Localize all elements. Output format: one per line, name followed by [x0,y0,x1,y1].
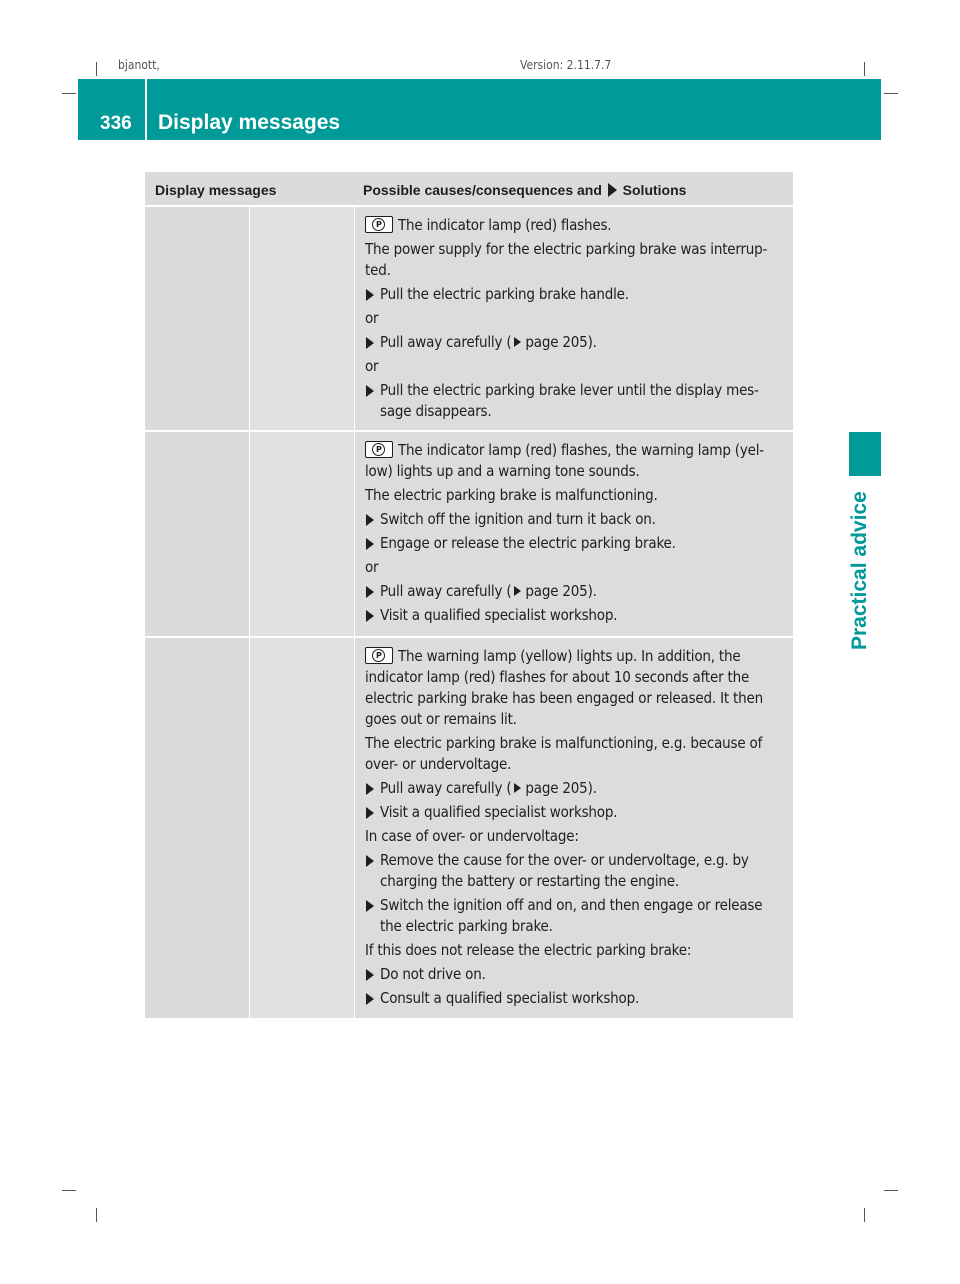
table-row [145,636,793,1018]
action-step: Consult a qualified specialist workshop. [365,988,785,1009]
intro-text-content: The indicator lamp (red) flashes, the warning lamp (yel-low) lights up and a warning tone sounds. [365,441,764,480]
crop-mark [864,62,865,76]
table-row [145,430,793,636]
crop-mark [96,1208,97,1222]
column-header-solutions-text: Solutions [622,182,687,198]
parking-brake-symbol-icon: P [365,441,393,458]
action-step: Engage or release the electric parking brake. [365,533,785,554]
parking-brake-symbol-icon: P [365,647,393,664]
action-step: Pull the electric parking brake handle. [365,284,785,305]
condition-text: If this does not release the electric parking brake: [365,941,692,959]
page-reference-link[interactable]: page 205 [525,582,588,600]
crop-mark [884,1190,898,1191]
display-symbol-cell [145,638,249,1018]
action-step: Switch off the ignition and turn it back on. [365,509,785,530]
step-text: Pull away carefully ( [380,582,512,600]
intro-text-content: The warning lamp (yellow) lights up. In addition, the indicator lamp (red) flashes for about 10 seconds after the electric parking brake has been engaged or released. It then goes out or remains lit. [365,647,763,728]
display-text-cell [249,207,355,430]
display-messages-table [145,172,793,1018]
action-step: Do not drive on. [365,964,785,985]
causes-cell [355,207,793,430]
cause-text: The electric parking brake is malfunctioning, e.g. because of over- or undervoltage. [365,734,763,773]
step-text: Pull away carefully ( [380,333,512,351]
intro-text [365,440,785,482]
action-step: Visit a qualified specialist workshop. [365,605,785,626]
section-tab [849,432,881,476]
causes-cell [355,638,793,1018]
print-slug-left: bjanott, [118,58,160,72]
action-step: Visit a qualified specialist workshop. [365,802,785,823]
page-reference-link[interactable]: page 205 [525,333,588,351]
parking-brake-symbol-icon: P [365,216,393,233]
crop-mark [864,1208,865,1222]
column-header-display: Display messages [155,182,277,198]
page-reference-arrow-icon [514,586,521,596]
intro-text-content: The indicator lamp (red) flashes. [398,216,612,234]
step-text: ). [587,333,597,351]
page-reference-link[interactable]: page 205 [525,779,588,797]
table-header [145,172,793,205]
page-reference-arrow-icon [514,337,521,347]
page-title: Display messages [158,111,341,134]
crop-mark [62,1190,76,1191]
column-header-causes-text: Possible causes/consequences and [363,182,602,198]
action-step [365,778,785,799]
header-divider [145,79,147,140]
page-reference-arrow-icon [514,783,521,793]
step-text: ). [587,582,597,600]
print-slug-right: Version: 2.11.7.7 [520,58,612,72]
section-label-text: Practical advice [848,491,871,650]
action-step: Switch the ignition off and on, and then engage or release the electric parking brake. [365,895,785,937]
action-step: Remove the cause for the over- or undervoltage, e.g. by charging the battery or restarting the engine. [365,850,785,892]
action-step: Pull the electric parking brake lever until the display mes-sage disappears. [365,380,785,422]
or-text: or [365,357,379,375]
display-text-cell [249,432,355,636]
or-text: or [365,309,379,327]
condition-text: In case of over- or undervoltage: [365,827,579,845]
column-header-causes [363,182,686,198]
cause-text: The power supply for the electric parking brake was interrup-ted. [365,240,768,279]
step-text: Pull away carefully ( [380,779,512,797]
action-step [365,332,785,353]
display-text-cell [249,638,355,1018]
action-triangle-icon [608,183,617,197]
step-text: ). [587,779,597,797]
action-step [365,581,785,602]
page-number: 336 [100,113,132,134]
display-symbol-cell [145,207,249,430]
or-text: or [365,558,379,576]
display-symbol-cell [145,432,249,636]
cause-text: The electric parking brake is malfunctioning. [365,486,658,504]
crop-mark [884,93,898,94]
causes-cell [355,432,793,636]
intro-text [365,215,785,236]
table-row [145,205,793,430]
intro-text [365,646,785,730]
crop-mark [62,93,76,94]
crop-mark [96,62,97,76]
